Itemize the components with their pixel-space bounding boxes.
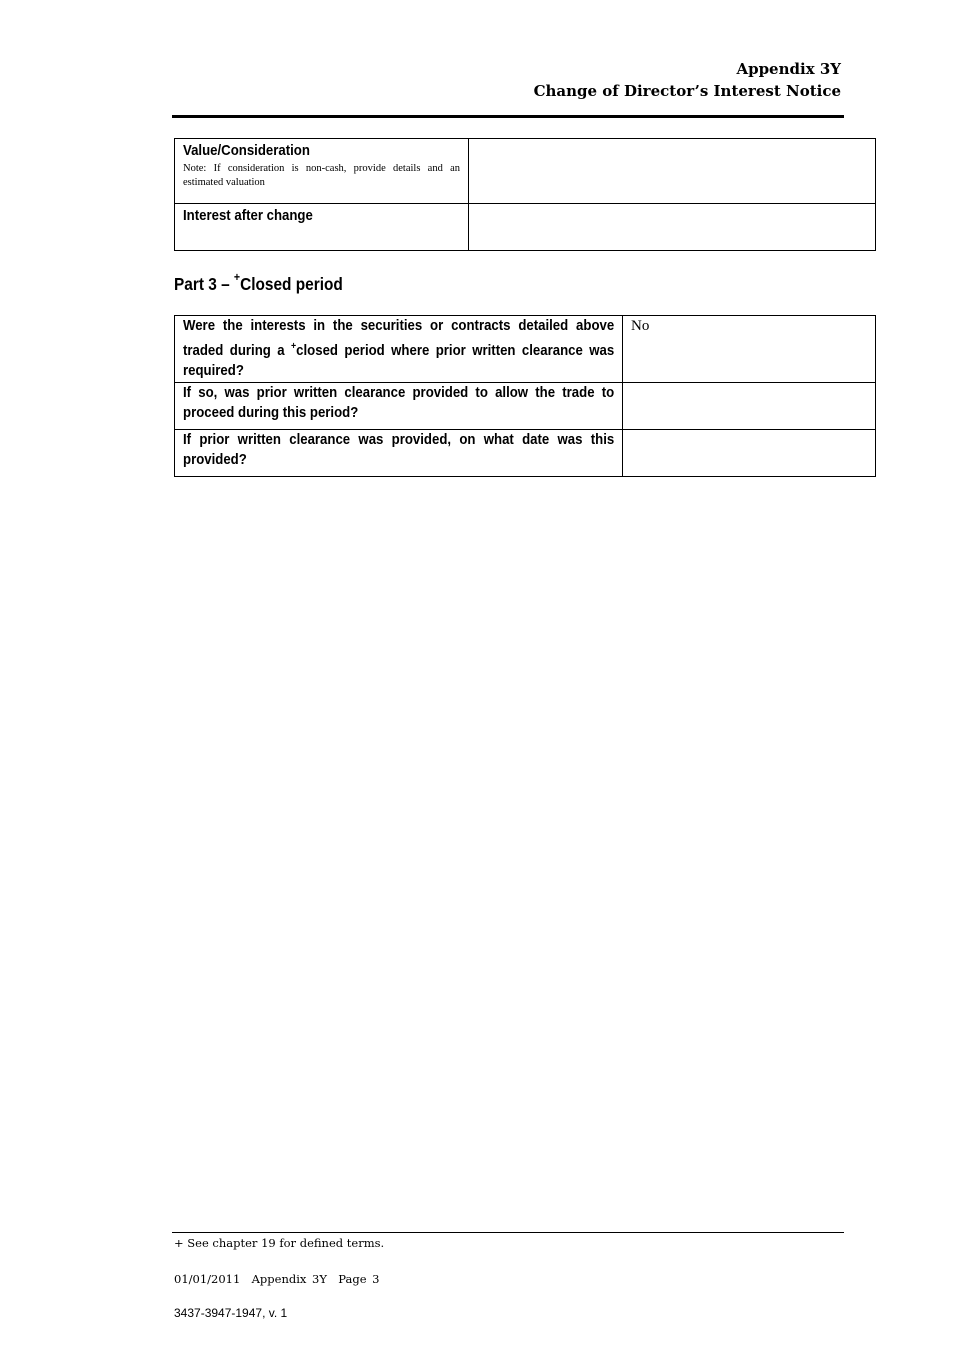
value-consideration-label-cell [175, 139, 469, 204]
footer-divider [172, 1232, 844, 1233]
clearance-provided-question-cell [175, 382, 623, 429]
interest-after-change-label-cell [175, 204, 469, 251]
document-id: 3437-3947-1947, v. 1 [174, 1306, 288, 1320]
footer-date: 01/01/2011 [174, 1272, 241, 1286]
value-consideration-note: Note: If consideration is non-cash, provide details and an estimated valuation [183, 163, 460, 188]
clearance-date-answer [623, 430, 875, 434]
value-consideration-label: Value/Consideration [183, 142, 310, 159]
closed-period-question [183, 316, 614, 382]
part3-heading-plus: + [233, 270, 241, 284]
table-row [175, 139, 876, 204]
closed-period-answer-cell [623, 316, 876, 383]
part3-heading-suffix: Closed period [240, 273, 343, 294]
part3-heading-prefix: Part 3 – [174, 273, 234, 294]
clearance-provided-question: If so, was prior written clearance provided to allow the trade to proceed during this period? [183, 383, 615, 421]
closed-period-table [174, 315, 876, 477]
closed-period-question-part1: Were the interests in the securities or contracts detailed above traded during a [183, 317, 615, 359]
header-notice-title: Change of Director’s Interest Notice [533, 82, 841, 100]
page-header [534, 58, 841, 102]
clearance-provided-answer-cell [623, 382, 876, 429]
table-row [175, 204, 876, 251]
header-divider [172, 115, 844, 118]
table-row [175, 429, 876, 476]
value-consideration-value [469, 139, 876, 204]
clearance-date-question: If prior written clearance was provided, on what date was this provided? [183, 430, 615, 468]
interest-after-change-value [469, 204, 876, 251]
closed-period-answer: No [631, 318, 650, 334]
clearance-date-question-cell [175, 429, 623, 476]
closed-period-question-part2: closed period where prior written clearance was required? [183, 341, 615, 379]
clearance-date-answer-cell [623, 429, 876, 476]
footer-appendix: Appendix 3Y [251, 1272, 327, 1286]
closed-period-question-cell [175, 316, 623, 383]
header-appendix-title: Appendix 3Y [736, 60, 841, 78]
table-row [175, 316, 876, 383]
closed-period-question-plus: + [291, 340, 297, 352]
change-details-table [174, 138, 876, 251]
page-footer [174, 1272, 379, 1286]
part3-heading [174, 272, 343, 295]
clearance-provided-answer [623, 383, 875, 387]
footer-page-number: Page 3 [338, 1272, 380, 1286]
interest-after-change-label: Interest after change [183, 207, 313, 224]
defined-terms-footnote: + See chapter 19 for defined terms. [174, 1236, 385, 1250]
table-row [175, 382, 876, 429]
